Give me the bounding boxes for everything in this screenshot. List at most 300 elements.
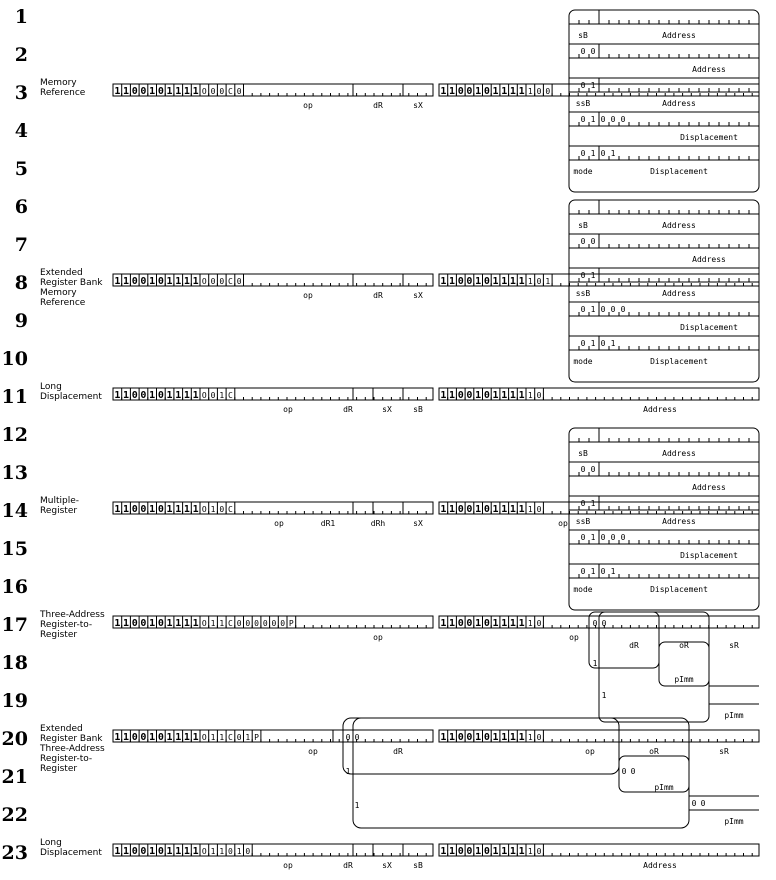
const-bit: 1 (475, 618, 482, 629)
row-number: 16 (1, 576, 28, 598)
mode-bit: 0 (610, 533, 616, 542)
const-bit: 1 (219, 733, 225, 742)
mode-bit: 0 (580, 115, 586, 124)
const-bit: 1 (449, 86, 456, 97)
const-bit: 0 (483, 276, 490, 287)
const-bit: 1 (527, 277, 533, 286)
const-bit: 1 (492, 504, 499, 515)
row-label: Register (40, 630, 78, 640)
const-bit: 1 (149, 390, 156, 401)
field-label: dR (373, 101, 383, 110)
field-label: Displacement (650, 357, 708, 366)
const-bit: C (228, 505, 233, 514)
const-bit: 0 (483, 618, 490, 629)
field-label: Displacement (680, 133, 738, 142)
const-bit: 0 (157, 732, 164, 743)
const-bit: 1 (166, 846, 173, 857)
const-bit: 1 (192, 86, 199, 97)
const-bit: 1 (449, 846, 456, 857)
const-bit: 0 (457, 846, 464, 857)
const-bit: 1 (475, 732, 482, 743)
const-bit: 1 (192, 390, 199, 401)
field-label: op (283, 861, 293, 870)
const-bit: 1 (175, 732, 182, 743)
mode-bit: 0 (691, 799, 697, 808)
row-number: 10 (1, 348, 28, 370)
mode-bit: 0 (580, 47, 586, 56)
const-bit: 1 (440, 276, 447, 287)
const-bit: 1 (192, 618, 199, 629)
field-label: op (303, 291, 313, 300)
const-bit: 1 (501, 390, 508, 401)
mode-bit: 0 (700, 799, 706, 808)
mode-bit: 0 (600, 567, 606, 576)
const-bit: 0 (210, 277, 216, 286)
field-label: pImm (724, 711, 744, 720)
mode-bit: 1 (345, 767, 351, 776)
const-bit: C (228, 619, 233, 628)
field-label: sR (719, 747, 729, 756)
const-bit: 0 (545, 87, 551, 96)
field-label: mode (573, 357, 593, 366)
row-label: Reference (40, 88, 86, 98)
const-bit: 1 (449, 504, 456, 515)
row-number: 8 (14, 272, 28, 294)
const-bit: 1 (475, 390, 482, 401)
const-bit: C (228, 391, 233, 400)
const-bit: 0 (466, 276, 473, 287)
format-row-17 (113, 616, 759, 642)
const-bit: 0 (457, 618, 464, 629)
field-label: op (373, 633, 383, 642)
const-bit: 0 (536, 847, 542, 856)
reg20-fields (343, 718, 759, 828)
const-bit: 1 (183, 732, 190, 743)
mode-bit: 0 (580, 149, 586, 158)
row-label: Register Bank (40, 734, 103, 744)
field-label: Displacement (680, 323, 738, 332)
mode-bit: 1 (610, 149, 616, 158)
mode-bit: 0 (592, 619, 598, 628)
const-bit: 0 (536, 505, 542, 514)
const-bit: 1 (175, 618, 182, 629)
field-label: pImm (674, 675, 694, 684)
const-bit: 1 (527, 505, 533, 514)
const-bit: 1 (149, 846, 156, 857)
const-bit: 0 (131, 846, 138, 857)
field-label: sB (578, 449, 588, 458)
const-bit: 1 (175, 504, 182, 515)
const-bit: C (228, 87, 233, 96)
mode-bit: 1 (590, 567, 596, 576)
field-label: sB (578, 31, 588, 40)
row-label: Displacement (40, 392, 102, 402)
const-bit: 1 (475, 846, 482, 857)
mode-bit: 1 (601, 691, 607, 700)
field-label: dR (629, 641, 639, 650)
row-number: 1 (14, 6, 28, 28)
field-label: Displacement (650, 167, 708, 176)
const-bit: O (201, 733, 207, 742)
const-bit: 1 (192, 732, 199, 743)
const-bit: 1 (509, 504, 516, 515)
const-bit: 1 (149, 618, 156, 629)
const-bit: 0 (466, 86, 473, 97)
const-bit: 0 (131, 504, 138, 515)
row-label: Three-Address (40, 610, 105, 620)
field-label: ssB (575, 289, 591, 298)
const-bit: 1 (175, 276, 182, 287)
const-bit: 1 (175, 846, 182, 857)
row-label: Three-Address (40, 744, 105, 754)
field-label: op (283, 405, 293, 414)
const-bit: 1 (123, 276, 130, 287)
mode-bit: 0 (600, 533, 606, 542)
const-bit: 0 (457, 732, 464, 743)
mode-bit: 0 (630, 767, 636, 776)
mode-bit: 1 (592, 659, 598, 668)
const-bit: 1 (166, 390, 173, 401)
const-bit: C (228, 733, 233, 742)
const-bit: O (201, 391, 207, 400)
const-bit: 0 (466, 732, 473, 743)
const-bit: 1 (527, 847, 533, 856)
const-bit: 1 (210, 619, 216, 628)
const-bit: 1 (492, 618, 499, 629)
const-bit: 0 (140, 390, 147, 401)
mode-bit: 1 (590, 533, 596, 542)
const-bit: 0 (157, 390, 164, 401)
const-bit: 1 (449, 618, 456, 629)
field-label: sX (413, 291, 423, 300)
const-bit: 0 (131, 732, 138, 743)
const-bit: 0 (236, 733, 242, 742)
row-label: Displacement (40, 848, 102, 858)
const-bit: 1 (475, 86, 482, 97)
format-row-20 (113, 730, 759, 756)
const-bit: 1 (449, 276, 456, 287)
mode-bit: 0 (610, 305, 616, 314)
field-label: Address (662, 449, 696, 458)
row-label: Register (40, 506, 78, 516)
const-bit: 1 (149, 276, 156, 287)
const-bit: 0 (228, 847, 233, 856)
const-bit: 0 (219, 505, 225, 514)
row-label: Register-to- (40, 620, 93, 630)
const-bit: C (228, 277, 233, 286)
const-bit: 1 (114, 86, 121, 97)
mode-bit: 1 (590, 271, 596, 280)
const-bit: 1 (123, 390, 130, 401)
const-bit: 1 (440, 504, 447, 515)
const-bit: 1 (123, 86, 130, 97)
const-bit: 1 (219, 619, 225, 628)
const-bit: 1 (166, 504, 173, 515)
const-bit: 1 (509, 276, 516, 287)
const-bit: 1 (518, 618, 525, 629)
const-bit: 0 (236, 277, 242, 286)
const-bit: 1 (149, 86, 156, 97)
field-label: sX (382, 405, 392, 414)
mode-bit: 1 (590, 115, 596, 124)
const-bit: 1 (509, 846, 516, 857)
field-label: Displacement (680, 551, 738, 560)
const-bit: 1 (210, 847, 216, 856)
const-bit: 1 (501, 276, 508, 287)
field-label: op (274, 519, 284, 528)
const-bit: 1 (527, 391, 533, 400)
const-bit: 1 (440, 618, 447, 629)
const-bit: 0 (466, 390, 473, 401)
const-bit: 0 (140, 618, 147, 629)
const-bit: 0 (271, 619, 277, 628)
const-bit: 0 (219, 87, 225, 96)
address-modes-3 (569, 428, 759, 610)
const-bit: 1 (219, 391, 225, 400)
field-label: Address (662, 99, 696, 108)
mode-bit: 0 (580, 305, 586, 314)
const-bit: 1 (149, 504, 156, 515)
field-label: pImm (654, 783, 674, 792)
const-bit: 0 (536, 391, 542, 400)
row-number: 18 (1, 652, 28, 674)
const-bit: 0 (466, 618, 473, 629)
const-bit: 1 (219, 847, 225, 856)
row-label: Memory (40, 288, 77, 298)
const-bit: 1 (245, 733, 251, 742)
field-label: mode (573, 585, 593, 594)
row-label: Register-to- (40, 754, 93, 764)
const-bit: 1 (518, 504, 525, 515)
const-bit: 1 (492, 86, 499, 97)
field-label: dR (373, 291, 383, 300)
const-bit: 1 (183, 86, 190, 97)
row-number: 11 (1, 386, 28, 408)
const-bit: P (288, 619, 294, 628)
const-bit: 0 (140, 732, 147, 743)
const-bit: 1 (475, 504, 482, 515)
const-bit: 0 (483, 504, 490, 515)
const-bit: 1 (492, 732, 499, 743)
const-bit: 0 (131, 390, 138, 401)
field-label: Address (662, 31, 696, 40)
const-bit: 0 (536, 733, 542, 742)
const-bit: 1 (123, 732, 130, 743)
const-bit: 1 (440, 846, 447, 857)
mode-bit: 1 (590, 339, 596, 348)
const-bit: 1 (545, 277, 551, 286)
format-row-23 (113, 844, 759, 870)
const-bit: 0 (131, 86, 138, 97)
const-bit: 1 (501, 86, 508, 97)
field-label: op (303, 101, 313, 110)
field-label: Displacement (650, 585, 708, 594)
const-bit: 1 (509, 390, 516, 401)
const-bit: 1 (192, 846, 199, 857)
const-bit: 0 (536, 87, 542, 96)
field-label: Address (662, 517, 696, 526)
const-bit: O (201, 87, 207, 96)
const-bit: 0 (140, 86, 147, 97)
const-bit: 0 (210, 391, 216, 400)
const-bit: 1 (183, 846, 190, 857)
const-bit: 0 (245, 847, 251, 856)
field-label: dR (343, 405, 353, 414)
const-bit: 1 (175, 86, 182, 97)
field-label: Address (662, 289, 696, 298)
mode-bit: 0 (621, 767, 627, 776)
mode-bit: 0 (580, 567, 586, 576)
const-bit: 1 (123, 846, 130, 857)
const-bit: 1 (166, 732, 173, 743)
field-label: sB (578, 221, 588, 230)
const-bit: 0 (236, 87, 242, 96)
const-bit: 1 (501, 732, 508, 743)
const-bit: 1 (509, 732, 516, 743)
row-label: Multiple- (40, 496, 79, 506)
const-bit: 1 (114, 504, 121, 515)
const-bit: 1 (166, 618, 173, 629)
const-bit: 1 (501, 504, 508, 515)
const-bit: 1 (236, 847, 242, 856)
const-bit: 1 (210, 733, 216, 742)
const-bit: 1 (527, 733, 533, 742)
const-bit: 1 (114, 732, 121, 743)
field-label: sR (729, 641, 739, 650)
field-label: pImm (724, 817, 744, 826)
row-label: Extended (40, 724, 83, 734)
row-number: 17 (1, 614, 28, 636)
const-bit: 0 (457, 276, 464, 287)
row-number: 13 (1, 462, 28, 484)
const-bit: P (254, 733, 259, 742)
const-bit: 0 (483, 846, 490, 857)
field-label: dR (343, 861, 353, 870)
mode-bit: 0 (580, 339, 586, 348)
row-number: 14 (1, 500, 28, 522)
const-bit: 0 (245, 619, 251, 628)
mode-bit: 1 (590, 305, 596, 314)
const-bit: O (201, 505, 207, 514)
mode-bit: 0 (610, 115, 616, 124)
row-label: Long (40, 382, 62, 392)
const-bit: O (201, 277, 207, 286)
const-bit: 0 (157, 846, 164, 857)
field-label: Address (643, 861, 677, 870)
const-bit: 1 (492, 846, 499, 857)
mode-bit: 0 (601, 619, 607, 628)
const-bit: 1 (518, 846, 525, 857)
mode-bit: 0 (345, 733, 351, 742)
const-bit: 0 (157, 504, 164, 515)
const-bit: 1 (192, 504, 199, 515)
const-bit: 1 (492, 390, 499, 401)
field-label: sX (413, 519, 423, 528)
mode-bit: 0 (620, 115, 626, 124)
const-bit: 1 (123, 504, 130, 515)
mode-bit: 0 (354, 733, 360, 742)
const-bit: 1 (518, 390, 525, 401)
const-bit: 1 (501, 846, 508, 857)
const-bit: 0 (536, 277, 542, 286)
outer-box-1 (343, 718, 619, 774)
const-bit: 0 (483, 86, 490, 97)
address-modes-2 (569, 200, 759, 382)
const-bit: 0 (131, 618, 138, 629)
row-number: 6 (14, 196, 28, 218)
field-label: sB (413, 861, 423, 870)
const-bit: 1 (166, 86, 173, 97)
field-label: op (569, 633, 579, 642)
const-bit: 1 (149, 732, 156, 743)
mode-bit: 1 (610, 567, 616, 576)
const-bit: 0 (466, 846, 473, 857)
const-bit: 0 (131, 276, 138, 287)
const-bit: 1 (509, 618, 516, 629)
const-bit: 0 (483, 390, 490, 401)
row-number: 12 (1, 424, 28, 446)
mode-bit: 0 (580, 237, 586, 246)
const-bit: 1 (475, 276, 482, 287)
mode-bit: 0 (580, 465, 586, 474)
field-label: op (558, 519, 568, 528)
const-bit: 1 (527, 87, 533, 96)
const-bit: 1 (492, 276, 499, 287)
field-label: ssB (575, 99, 591, 108)
const-bit: 1 (518, 276, 525, 287)
field-label: Address (692, 483, 726, 492)
const-bit: 0 (157, 618, 164, 629)
field-label: op (308, 747, 318, 756)
field-label: Address (643, 405, 677, 414)
field-label: Address (662, 221, 696, 230)
row-number: 3 (14, 82, 28, 104)
field-label: op (585, 747, 595, 756)
row-number: 15 (1, 538, 28, 560)
const-bit: 0 (140, 276, 147, 287)
const-bit: 1 (210, 505, 216, 514)
const-bit: 0 (536, 619, 542, 628)
row-number: 2 (14, 44, 28, 66)
mode-bit: 0 (580, 271, 586, 280)
const-bit: 0 (210, 87, 216, 96)
const-bit: 0 (157, 276, 164, 287)
mode-bit: 0 (580, 81, 586, 90)
row-number: 4 (14, 120, 28, 142)
row-number: 23 (1, 842, 28, 864)
const-bit: 1 (175, 390, 182, 401)
mode-bit: 0 (620, 533, 626, 542)
const-bit: 0 (262, 619, 268, 628)
const-bit: 1 (527, 619, 533, 628)
const-bit: 1 (123, 618, 130, 629)
row-label: Register Bank (40, 278, 103, 288)
const-bit: 0 (219, 277, 225, 286)
const-bit: 0 (457, 390, 464, 401)
const-bit: 0 (466, 504, 473, 515)
field-label: dR1 (320, 519, 336, 528)
row-number: 9 (14, 310, 28, 332)
const-bit: O (201, 847, 207, 856)
const-bit: 1 (440, 732, 447, 743)
mode-bit: 0 (600, 305, 606, 314)
row-number: 19 (1, 690, 28, 712)
const-bit: 0 (140, 846, 147, 857)
row-label: Extended (40, 268, 83, 278)
mode-bit: 0 (580, 499, 586, 508)
const-bit: 1 (114, 276, 121, 287)
field-label: sB (413, 405, 423, 414)
